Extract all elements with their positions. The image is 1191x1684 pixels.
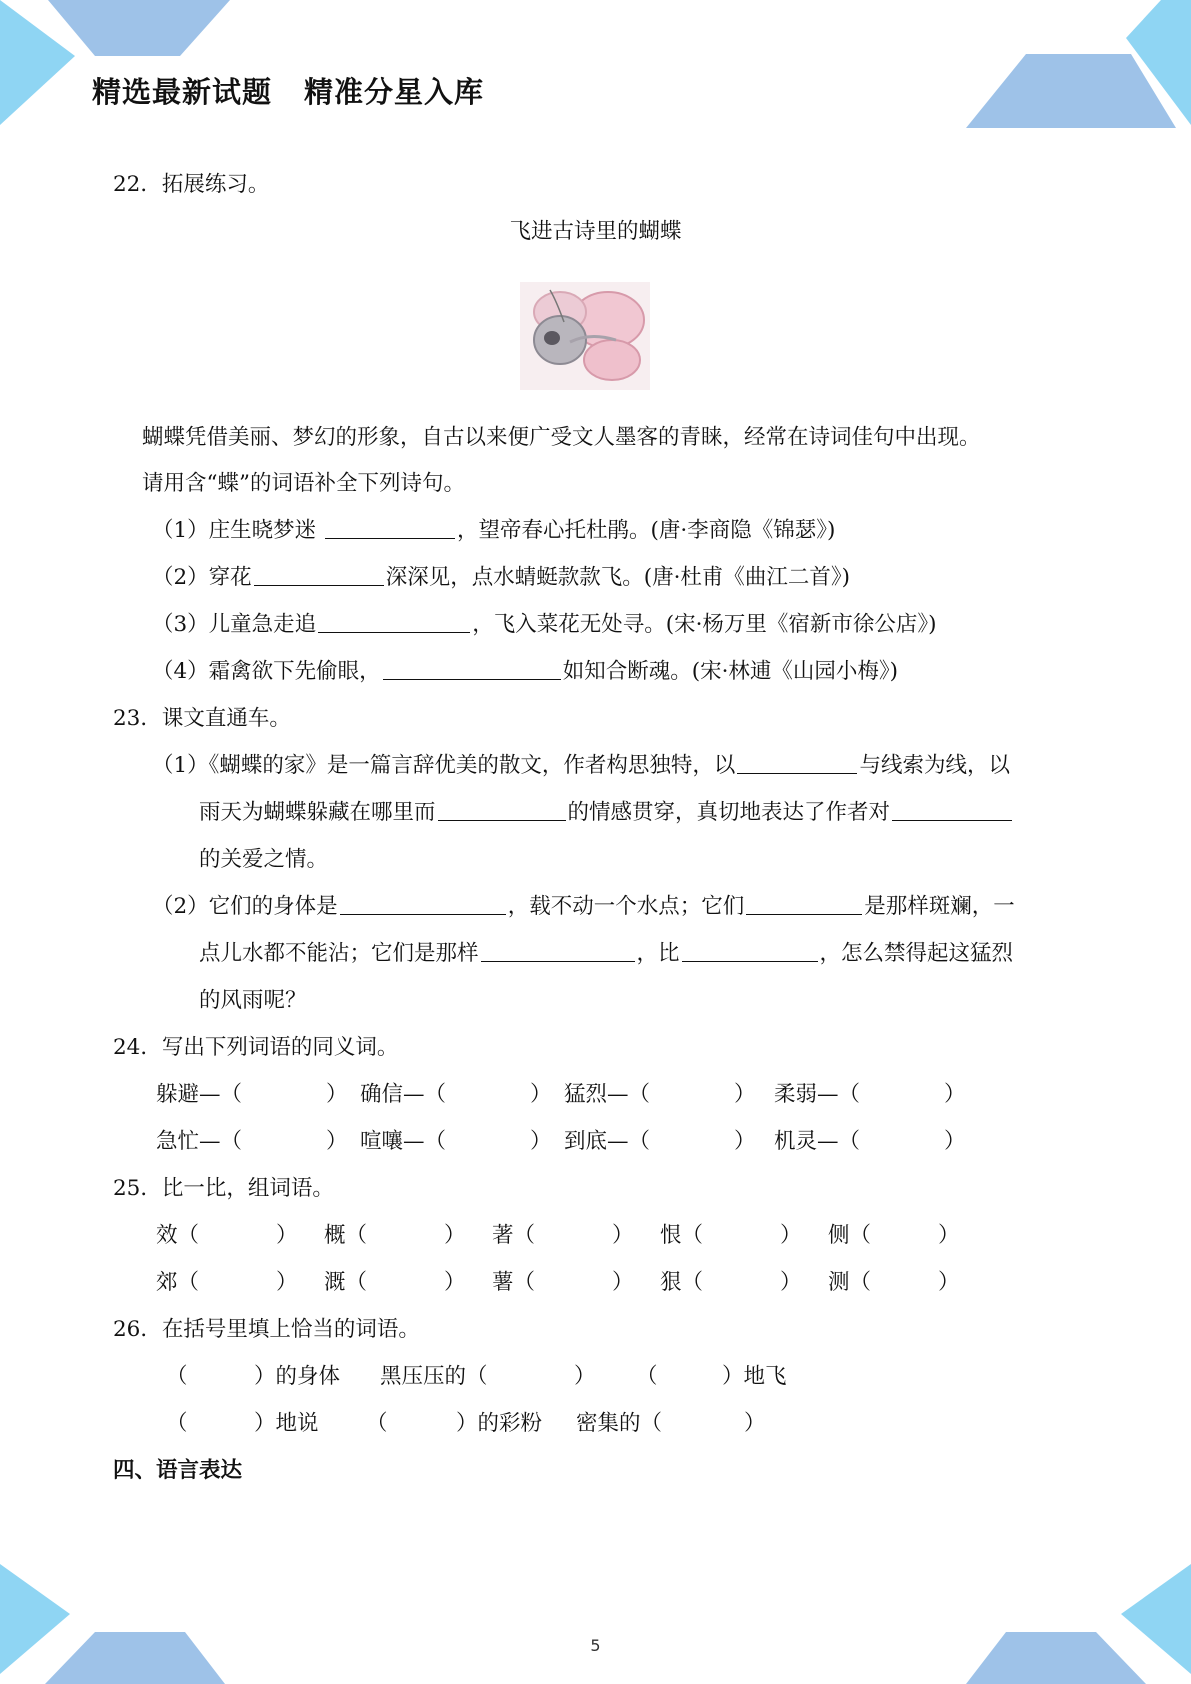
q23-p2-line1 (152, 892, 1015, 922)
q23-p1-line1 (152, 751, 1010, 781)
q24-close-paren: ） (326, 1129, 348, 1154)
q25-label: 25．比一比，组词语。 (113, 1176, 334, 1201)
header-title-left: 精选最新试题 (92, 75, 273, 109)
q25-close-paren: ） (276, 1223, 298, 1248)
q24-word: 柔弱—（ (774, 1082, 861, 1107)
q25-row-1 (0, 1221, 1191, 1251)
q23-p1-text-d: 的情感贯穿，真切地表达了作者对 (567, 800, 891, 825)
q26-segment: ）的身体 (254, 1364, 341, 1389)
q25-char: 郊（ (156, 1270, 200, 1295)
answer-blank[interactable] (254, 563, 384, 586)
q22-item-3-text-b: ，飞入菜花无处寻。(宋·杨万里《宿新市徐公店》) (472, 612, 937, 637)
q22-intro-line2: 请用含“蝶”的词语补全下列诗句。 (142, 471, 465, 496)
q24-word: 到底—（ (564, 1129, 651, 1154)
q26-segment: ）的彩粉 (456, 1411, 543, 1436)
q24-word: 急忙—（ (156, 1129, 243, 1154)
q24-label: 24．写出下列词语的同义词。 (113, 1035, 399, 1060)
q22-item-3 (152, 610, 937, 640)
q23-p2-line3: 的风雨呢？ (199, 988, 307, 1013)
q25-char: 测（ (828, 1270, 872, 1295)
q22-item-4 (152, 657, 898, 687)
q22-item-4-text-b: 如知合断魂。(宋·林逋《山园小梅》) (562, 659, 899, 684)
q25-close-paren: ） (612, 1223, 634, 1248)
q26-segment: ） (744, 1411, 766, 1436)
q23-p1-text-c: 雨天为蝴蝶躲藏在哪里而 (199, 800, 436, 825)
q25-char: 效（ (156, 1223, 200, 1248)
q22-item-2-text-b: 深深见，点水蜻蜓款款飞。(唐·杜甫《曲江二首》) (385, 565, 851, 590)
q23-p2-text-c: 是那样斑斓，一 (864, 894, 1015, 919)
q26-label: 26．在括号里填上恰当的词语。 (113, 1317, 420, 1342)
q26-segment: ） (574, 1364, 596, 1389)
q22-item-2-text-a: （2）穿花 (152, 565, 252, 590)
q25-char: 恨（ (660, 1223, 704, 1248)
q26-row-2 (0, 1409, 1191, 1439)
q25-close-paren: ） (780, 1223, 802, 1248)
answer-blank[interactable] (325, 516, 455, 539)
section-4-heading: 四、语言表达 (113, 1458, 243, 1483)
q22-intro-line1: 蝴蝶凭借美丽、梦幻的形象，自古以来便广受文人墨客的青睐，经常在诗词佳句中出现。 (142, 425, 981, 450)
q25-close-paren: ） (444, 1223, 466, 1248)
q24-close-paren: ） (530, 1082, 552, 1107)
header-title (92, 70, 484, 111)
q25-close-paren: ） (444, 1270, 466, 1295)
answer-blank[interactable] (892, 798, 1012, 821)
q25-row-2 (0, 1268, 1191, 1298)
q25-char: 薯（ (492, 1270, 536, 1295)
q23-p1-line3: 的关爱之情。 (199, 847, 329, 872)
q26-segment: ）地飞 (722, 1364, 787, 1389)
q23-label: 23．课文直通车。 (113, 706, 291, 731)
q23-p2-text-e: ，比 (636, 941, 680, 966)
q24-close-paren: ） (944, 1129, 966, 1154)
q23-p1-text-a: （1）《蝴蝶的家》是一篇言辞优美的散文，作者构思独特，以 (152, 753, 736, 778)
q24-word: 机灵—（ (774, 1129, 861, 1154)
q25-close-paren: ） (612, 1270, 634, 1295)
q22-item-1-text-a: （1）庄生晓梦迷 (152, 518, 324, 543)
q26-segment: （ (166, 1364, 188, 1389)
answer-blank[interactable] (481, 939, 635, 962)
q25-close-paren: ） (938, 1223, 960, 1248)
q26-segment: （ (366, 1411, 388, 1436)
corner-decoration-top-right (931, 0, 1191, 130)
q24-word: 确信—（ (360, 1082, 447, 1107)
q26-segment: 黑压压的（ (380, 1364, 488, 1389)
q25-char: 侧（ (828, 1223, 872, 1248)
q24-word: 猛烈—（ (564, 1082, 651, 1107)
q25-char: 概（ (324, 1223, 368, 1248)
answer-blank[interactable] (746, 892, 862, 915)
q22-subtitle-text: 飞进古诗里的蝴蝶 (509, 219, 682, 244)
q26-segment: 密集的（ (576, 1411, 663, 1436)
q26-segment: （ (166, 1411, 188, 1436)
q26-row-1 (0, 1362, 1191, 1392)
q24-word: 躲避—（ (156, 1082, 243, 1107)
q26-segment: ）地说 (254, 1411, 319, 1436)
answer-blank[interactable] (737, 751, 857, 774)
q25-char: 著（ (492, 1223, 536, 1248)
q25-char: 狠（ (660, 1270, 704, 1295)
q23-p2-line2 (199, 939, 1013, 969)
q24-word: 喧嚷—（ (360, 1129, 447, 1154)
q22-label: 22．拓展练习。 (113, 172, 270, 197)
q24-close-paren: ） (734, 1129, 756, 1154)
q23-p2-text-a: （2）它们的身体是 (152, 894, 338, 919)
q22-item-1-text-b: ，望帝春心托杜鹃。(唐·李商隐《锦瑟》) (457, 518, 836, 543)
q23-p2-text-f: ，怎么禁得起这猛烈 (819, 941, 1014, 966)
q25-close-paren: ） (276, 1270, 298, 1295)
answer-blank[interactable] (438, 798, 566, 821)
q25-char: 溉（ (324, 1270, 368, 1295)
q23-p2-text-b: ，载不动一个水点；它们 (507, 894, 745, 919)
q22-item-4-text-a: （4）霜禽欲下先偷眼， (152, 659, 381, 684)
q25-close-paren: ） (938, 1270, 960, 1295)
answer-blank[interactable] (682, 939, 818, 962)
q25-close-paren: ） (780, 1270, 802, 1295)
answer-blank[interactable] (318, 610, 470, 633)
q22-item-3-text-a: （3）儿童急走追 (152, 612, 317, 637)
page-number: 5 (590, 1636, 601, 1655)
butterfly-illustration (520, 282, 650, 390)
q23-p2-text-d: 点儿水都不能沾；它们是那样 (199, 941, 479, 966)
q24-close-paren: ） (530, 1129, 552, 1154)
q22-item-1 (152, 516, 835, 546)
q24-close-paren: ） (734, 1082, 756, 1107)
q24-close-paren: ） (326, 1082, 348, 1107)
header-title-right: 精准分星入库 (304, 75, 485, 109)
q22-subtitle (0, 217, 1191, 247)
answer-blank[interactable] (383, 657, 561, 680)
q24-close-paren: ） (944, 1082, 966, 1107)
q22-item-2 (152, 563, 850, 593)
q24-row-1 (0, 1080, 1191, 1110)
corner-decoration-bottom-right (951, 1534, 1191, 1684)
q24-row-2 (0, 1127, 1191, 1157)
q23-p1-text-b: 与线索为线，以 (859, 753, 1010, 778)
answer-blank[interactable] (340, 892, 506, 915)
corner-decoration-bottom-left (0, 1534, 240, 1684)
q26-segment: （ (636, 1364, 658, 1389)
q23-p1-line2 (199, 798, 1014, 828)
